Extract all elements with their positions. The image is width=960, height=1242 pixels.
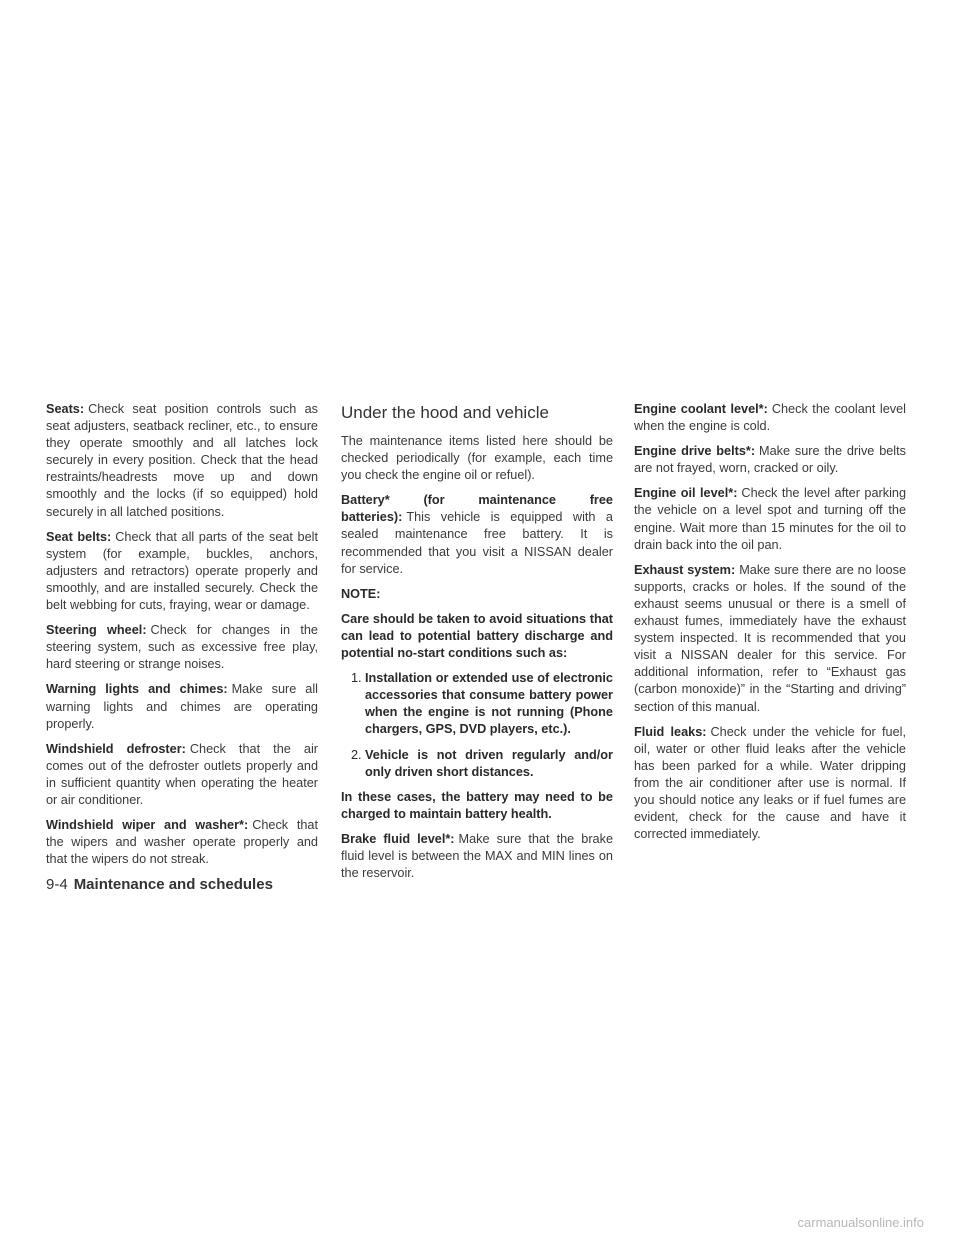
para-wiper-washer: Windshield wiper and washer*: Check that the wipers and washer operate properly and that the wipers do not streak. <box>46 818 318 867</box>
para-seat-belts: Seat belts: Check that all parts of the seat belt system (for example, buckles, anchors, adjusters and retractors) operate properly and smoothly, and are installed securely. Check the belt webbing for cuts, fraying, wear or damage. <box>46 529 318 613</box>
column-middle <box>341 401 613 890</box>
para-battery: Battery* (for maintenance free batteries): This vehicle is equipped with a sealed maintenance free battery. It is recommended that you visit a NISSAN dealer for service. <box>341 493 613 576</box>
para-engine-coolant: Engine coolant level*: Check the coolant level when the engine is cold. <box>634 402 906 434</box>
column-left <box>46 401 318 876</box>
para-intro: The maintenance items listed here should be checked periodically (for example, each time you check the engine oil or refuel). <box>341 434 613 483</box>
note-list <box>341 670 613 781</box>
page-number: 9-4 <box>46 876 68 893</box>
list-item: 1. Installation or extended use of electronic accessories that consume battery power when the engine is not running (Phone chargers, GPS, DVD players, etc.). <box>351 671 613 737</box>
list-item: 2. Vehicle is not driven regularly and/or only driven short distances. <box>351 747 613 779</box>
note-text: Care should be taken to avoid situations that can lead to potential battery discharge and potential no-start conditions such as: <box>341 611 613 661</box>
para-seats: Seats: Check seat position controls such as seat adjusters, seatback recliner, etc., to ensure they operate smoothly and all latches lock securely in every position. Check that the head restraints/headrests move up and down smoothly and the locks (if so equipped) hold securely in all latched positions. <box>46 402 318 519</box>
para-engine-oil: Engine oil level*: Check the level after parking the vehicle on a level spot and turning off the engine. Wait more than 15 minutes for the oil to drain back into the oil pan. <box>634 486 906 552</box>
para-steering-wheel: Steering wheel: Check for changes in the steering system, such as excessive free play, hard steering or strange noises. <box>46 623 318 672</box>
section-title: Under the hood and vehicle <box>341 403 549 422</box>
para-windshield-defroster: Windshield defroster: Check that the air comes out of the defroster outlets properly and in sufficient quantity when operating the heater or air conditioner. <box>46 741 319 807</box>
para-engine-drive-belts: Engine drive belts*: Make sure the drive belts are not frayed, worn, cracked or oily. <box>634 444 906 476</box>
note-label: NOTE: <box>341 586 381 601</box>
para-fluid-leaks: Fluid leaks: Check under the vehicle for fuel, oil, water or other fluid leaks after the vehicle has been parked for a while. Water dripping from the air conditioner after use is normal. If you should notice any leaks or if fuel fumes are evident, check for the cause and have it corrected immediately. <box>634 724 906 842</box>
note-after: In these cases, the battery may need to be charged to maintain battery health. <box>341 789 613 821</box>
watermark: carmanualsonline.info <box>797 1215 924 1230</box>
para-warning-lights: Warning lights and chimes: Make sure all warning lights and chimes are operating properly. <box>46 682 319 731</box>
para-brake-fluid: Brake fluid level*: Make sure that the brake fluid level is between the MAX and MIN lines on the reservoir. <box>341 831 614 881</box>
page-footer <box>46 876 273 894</box>
para-exhaust-system: Exhaust system: Make sure there are no loose supports, cracks or holes. If the sound of the exhaust seems unusual or there is a smell of exhaust fumes, immediately have the exhaust system inspected. It is recommended that you visit a NISSAN dealer for this service. For additional information, refer to “Exhaust gas (carbon monoxide)” in the “Starting and driving” section of this manual. <box>634 562 907 714</box>
chapter-title: Maintenance and schedules <box>73 876 273 893</box>
column-right <box>634 401 906 851</box>
